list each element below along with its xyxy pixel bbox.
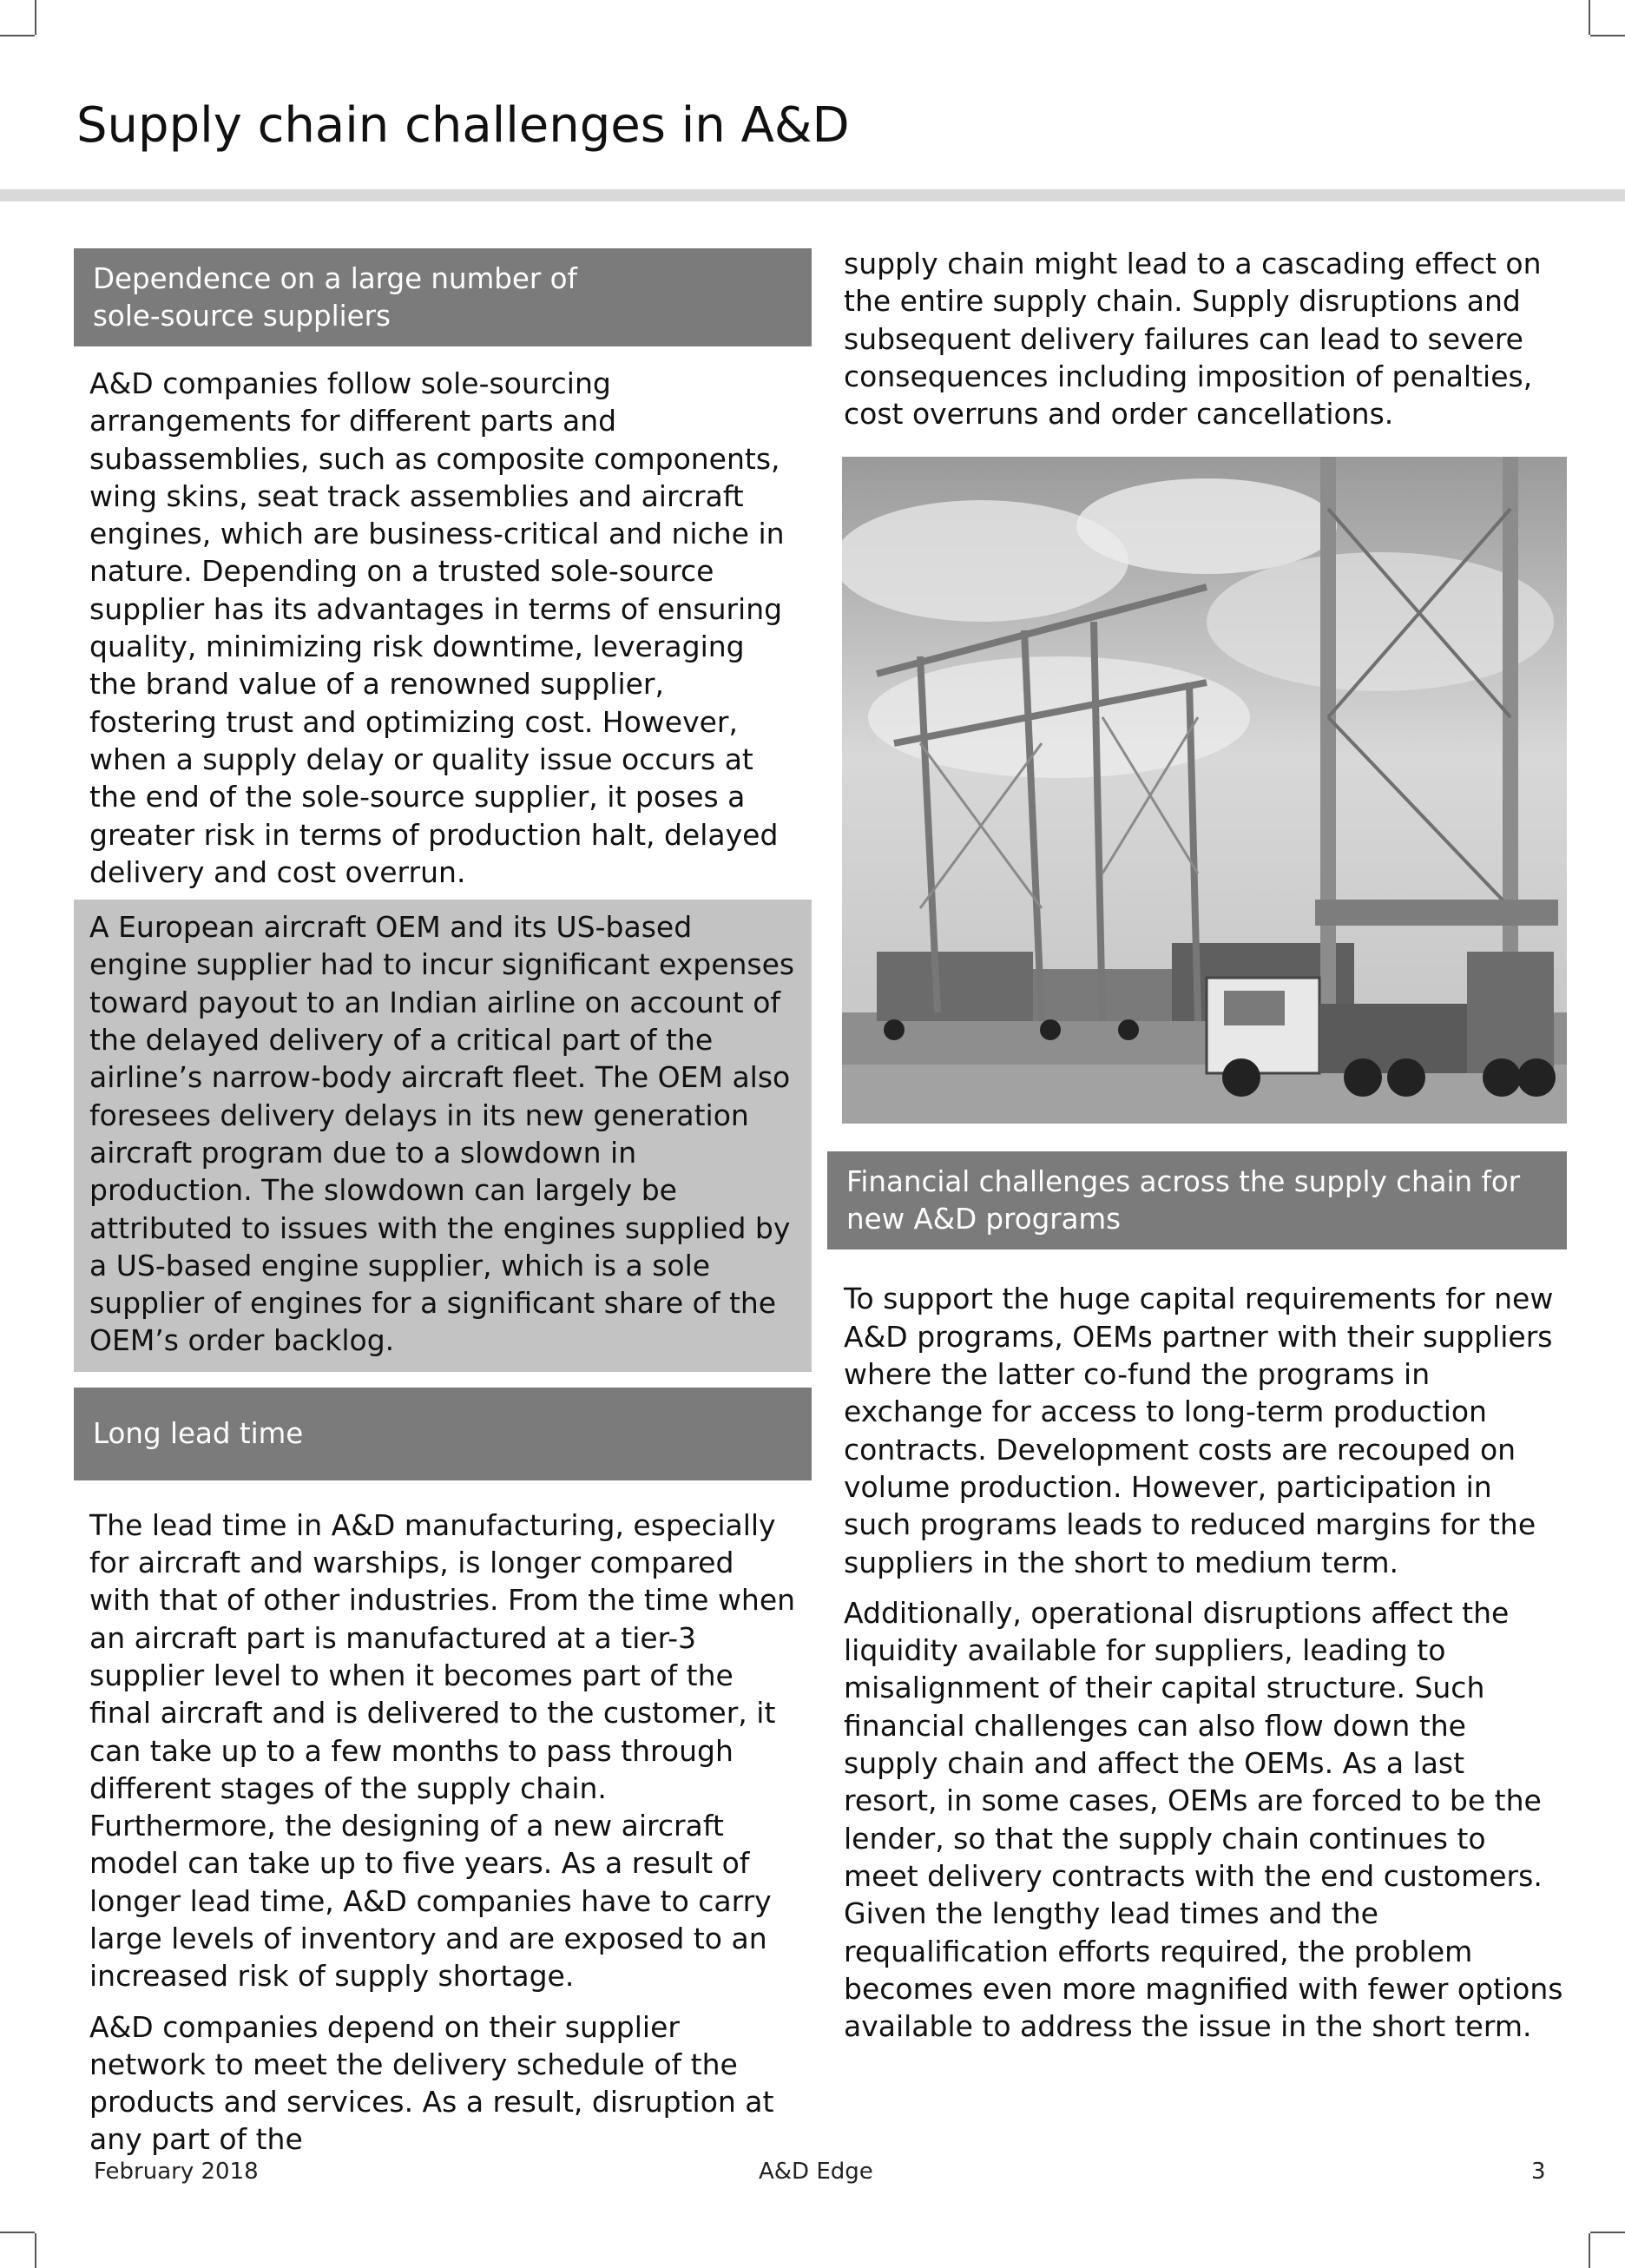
financial-body-2: Additionally, operational disruptions affect the liquidity available for suppliers, leading to misalignment of their capital structure. Such financial challenges can also flow down the supply chain and affect the OEMs. As a last resort, in some cases, OEMs are forced to be the lender, so that the supply chain continues to meet delivery contracts with the end customers. Given the lengthy lead times and the requalification efforts required, the problem becomes even more magnified with fewer options available to address the issue in the short term. — [844, 1595, 1563, 2044]
crop-mark-top-left-h — [0, 35, 35, 36]
lead-time-heading-text: Long lead time — [93, 1417, 304, 1451]
footer-publication: A&D Edge — [759, 2159, 873, 2185]
footer-page-number: 3 — [1531, 2159, 1546, 2185]
crop-mark-bottom-right-h — [1590, 2232, 1625, 2233]
financial-body-1: To support the huge capital requirements for new A&D programs, OEMs partner with their suppliers where the latter co-fund the programs in exchange for access to long-term production contracts. Development costs are recouped on volume production. However, participation in such programs leads to reduced margins for the suppliers in the short to medium term. — [844, 1282, 1554, 1579]
page-title: Supply chain challenges in A&D — [76, 97, 850, 154]
continued-text: supply chain might lead to a cascading effect on the entire supply chain. Supply disruptions and subsequent delivery failures can lead to severe consequences including imposition of penalties, cost overruns and order cancellations. — [844, 247, 1542, 432]
lead-time-body-1: The lead time in A&D manufacturing, especially for aircraft and warships, is longer compared with that of other industries. From the time when an aircraft part is manufactured at a tier-3 supplier level to when it becomes part of the final aircraft and is delivered to the customer, it can take up to a few months to pass through different stages of the supply chain. Furthermore, the designing of a new aircraft model can take up to five years. As a result of longer lead time, A&D companies have to carry large levels of inventory and are exposed to an increased risk of supply shortage. — [89, 1507, 796, 1994]
title-rule — [0, 189, 1625, 201]
crop-mark-top-right-v — [1589, 0, 1590, 35]
lead-time-body-2: A&D companies depend on their supplier network to meet the delivery schedule of the products and services. As a result, disruption at any part of the — [89, 2009, 774, 2157]
crop-mark-top-left-v — [35, 0, 36, 35]
crop-mark-bottom-left-h — [0, 2232, 35, 2233]
case-study-box: A European aircraft OEM and its US-based engine supplier had to incur significant expenses toward payout to an Indian airline on account of the delayed delivery of a critical part of the airline’s narrow-body aircraft fleet. The OEM also foresees delivery delays in its new generation aircraft program due to a slowdown in production. The slowdown can largely be attributed to issues with the engines supplied by a US-based engine supplier, which is a sole supplier of engines for a significant share of the OEM’s order backlog. — [74, 900, 812, 1372]
crop-mark-top-right-h — [1590, 35, 1625, 36]
footer-date: February 2018 — [94, 2159, 259, 2185]
section-heading-lead-time — [74, 1388, 812, 1480]
left-column — [74, 248, 812, 2159]
sole-source-body: A&D companies follow sole-sourcing arrangements for different parts and subassemblies, such as composite components, wing skins, seat track assemblies and aircraft engines, which are business-critical and niche in nature. Depending on a trusted sole-source supplier has its advantages in terms of ensuring quality, minimizing risk downtime, leveraging the brand value of a renowned supplier, fostering trust and optimizing cost. However, when a supply delay or quality issue occurs at the end of the sole-source supplier, it poses a greater risk in terms of production halt, delayed delivery and cost overrun. — [89, 366, 785, 889]
section-heading-financial: Financial challenges across the supply chain for new A&D programs — [827, 1151, 1567, 1249]
section-heading-sole-source: Dependence on a large number of sole-source suppliers — [74, 248, 812, 346]
right-column — [842, 245, 1567, 2045]
crop-mark-bottom-left-v — [35, 2233, 36, 2268]
crop-mark-bottom-right-v — [1589, 2233, 1590, 2268]
port-cranes-photo — [842, 457, 1567, 1124]
